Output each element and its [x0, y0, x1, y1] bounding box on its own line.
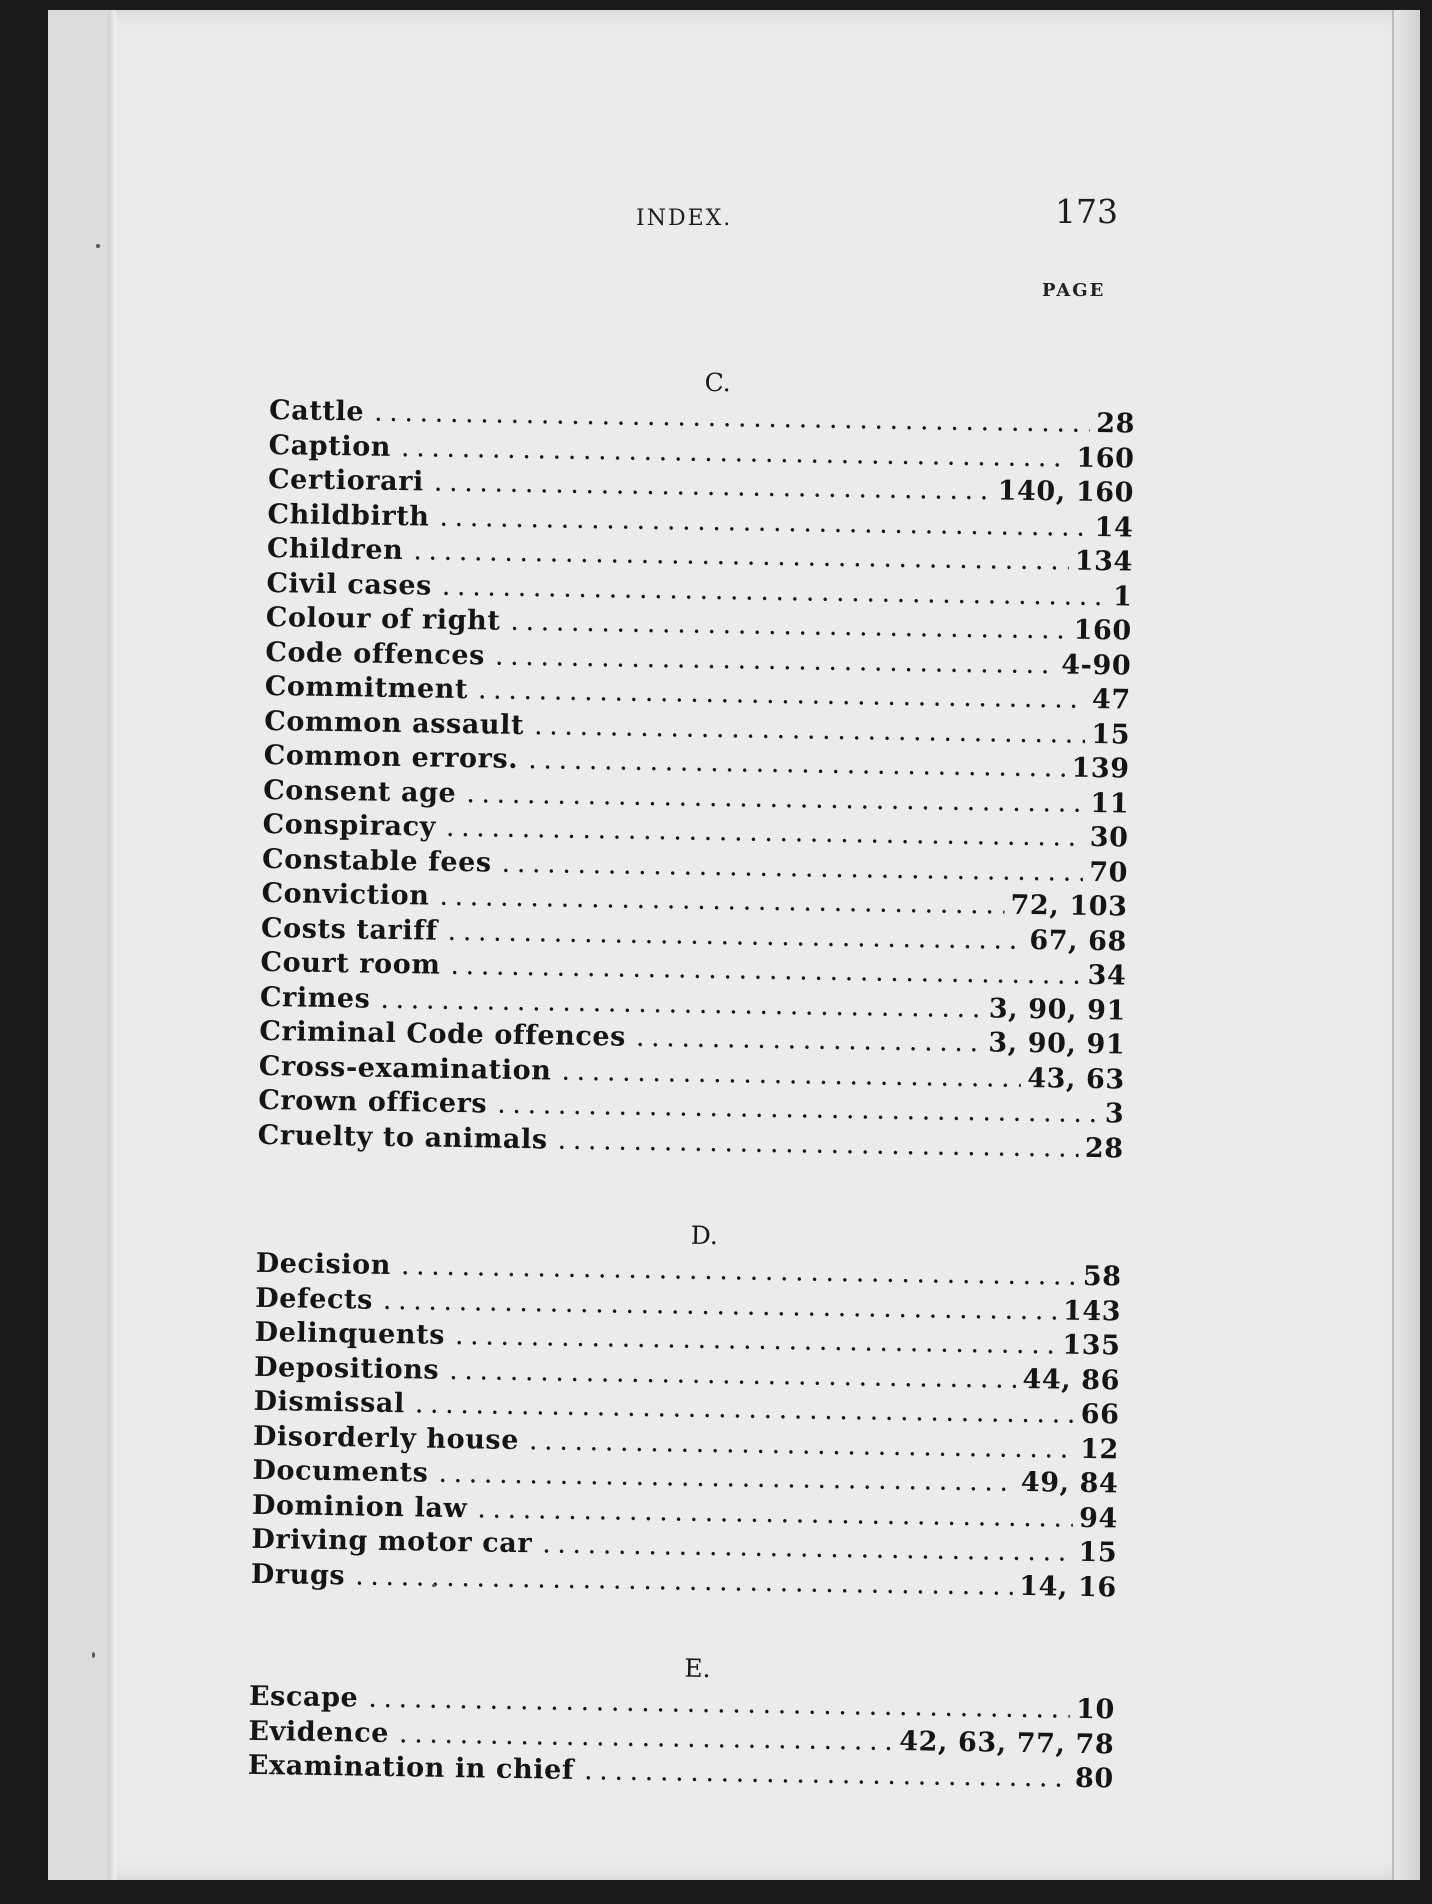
index-term: Constable fees: [261, 843, 492, 879]
index-term: Cruelty to animals: [257, 1119, 548, 1155]
index-pages: 11: [1090, 787, 1130, 820]
index-term: Documents: [252, 1454, 429, 1489]
index-pages: 135: [1062, 1329, 1121, 1362]
index-term: Depositions: [253, 1351, 440, 1386]
index-pages: 4-90: [1061, 648, 1132, 682]
index-term: Commitment: [264, 670, 469, 706]
running-head: INDEX.: [636, 206, 733, 231]
index-pages: 80: [1074, 1762, 1115, 1795]
index-pages: 160: [1076, 442, 1135, 475]
page-number: 173: [1055, 192, 1118, 231]
index-pages: 15: [1091, 718, 1131, 751]
index-pages: 28: [1084, 1132, 1124, 1165]
index-term: Court room: [260, 946, 441, 981]
index-pages: 72, 103: [1010, 889, 1128, 923]
index-pages: 134: [1074, 545, 1134, 578]
index-term: Colour of right: [265, 601, 501, 637]
index-term: Dismissal: [253, 1385, 406, 1420]
index-pages: 139: [1071, 752, 1130, 785]
index-term: Consent age: [262, 774, 457, 809]
index-term: Decision: [255, 1247, 392, 1282]
index-pages: 1: [1112, 580, 1133, 613]
index-term: Common assault: [264, 705, 525, 741]
index-pages: 140, 160: [997, 475, 1135, 509]
speck: [92, 1652, 95, 1658]
index-pages: 58: [1082, 1260, 1122, 1293]
index-pages: 143: [1062, 1295, 1122, 1327]
index-pages: 34: [1087, 959, 1127, 992]
speck: [96, 244, 100, 248]
index-pages: 14: [1094, 511, 1134, 544]
index-pages: 70: [1089, 856, 1129, 889]
index-term: Dominion law: [251, 1489, 468, 1524]
index-pages: 66: [1080, 1398, 1120, 1431]
index-pages: 30: [1089, 821, 1129, 854]
index-pages: 14, 16: [1019, 1570, 1118, 1603]
index-pages: 28: [1096, 407, 1136, 440]
index-term: Examination in chief: [247, 1749, 575, 1786]
index-pages: 49, 84: [1020, 1466, 1119, 1500]
section-letter-c: C.: [704, 367, 731, 398]
index-pages: 3, 90, 91: [988, 1027, 1126, 1061]
index-pages: 44, 86: [1022, 1363, 1121, 1396]
index-term: Children: [266, 532, 404, 567]
index-pages: 12: [1079, 1433, 1120, 1465]
index-term: Escape: [248, 1680, 359, 1714]
binding-strip: [48, 10, 112, 1880]
index-term: Common errors.: [263, 739, 519, 775]
index-pages: 160: [1073, 614, 1133, 647]
section-letter-e: E.: [684, 1653, 711, 1684]
index-term: Conviction: [261, 877, 430, 912]
index-list: [248, 358, 1136, 1797]
index-term: Defects: [254, 1282, 374, 1316]
index-term: Evidence: [248, 1715, 390, 1749]
index-term: Crimes: [259, 981, 371, 1015]
index-term: Crown officers: [258, 1084, 488, 1120]
index-term: Drugs: [250, 1558, 346, 1591]
index-pages: 94: [1078, 1502, 1119, 1534]
page-gutter: [108, 10, 116, 1880]
index-pages: 3, 90, 91: [988, 992, 1127, 1027]
index-pages: 42, 63, 77, 78: [899, 1725, 1115, 1760]
index-pages: 3: [1104, 1098, 1125, 1130]
index-term: Cattle: [268, 394, 365, 428]
index-pages: 67, 68: [1029, 924, 1128, 958]
page-column-label: PAGE: [1042, 280, 1106, 301]
index-pages: 10: [1075, 1693, 1116, 1726]
section-e-entries: [248, 1680, 1116, 1797]
section-letter-d: D.: [690, 1220, 719, 1251]
index-term: Delinquents: [254, 1316, 446, 1351]
index-term: Conspiracy: [262, 808, 437, 843]
dot-leader: [636, 1021, 983, 1061]
page-edge: [1392, 10, 1420, 1880]
index-term: Code offences: [265, 636, 486, 671]
section-d-entries: [251, 1247, 1122, 1606]
index-term: Criminal Code offences: [259, 1015, 627, 1053]
index-term: Civil cases: [266, 567, 433, 602]
index-term: Cross-examination: [258, 1050, 552, 1087]
index-term: Childbirth: [267, 498, 430, 533]
index-term: Driving motor car: [251, 1523, 533, 1560]
index-pages: 43, 63: [1026, 1062, 1126, 1096]
index-term: Disorderly house: [252, 1420, 520, 1456]
index-pages: 47: [1091, 683, 1131, 716]
speck: [432, 1584, 436, 1587]
index-pages: 15: [1078, 1536, 1118, 1569]
index-term: Costs tariff: [260, 912, 438, 947]
index-term: Caption: [268, 429, 392, 463]
index-term: Certiorari: [267, 463, 425, 498]
section-c-entries: [258, 394, 1136, 1167]
